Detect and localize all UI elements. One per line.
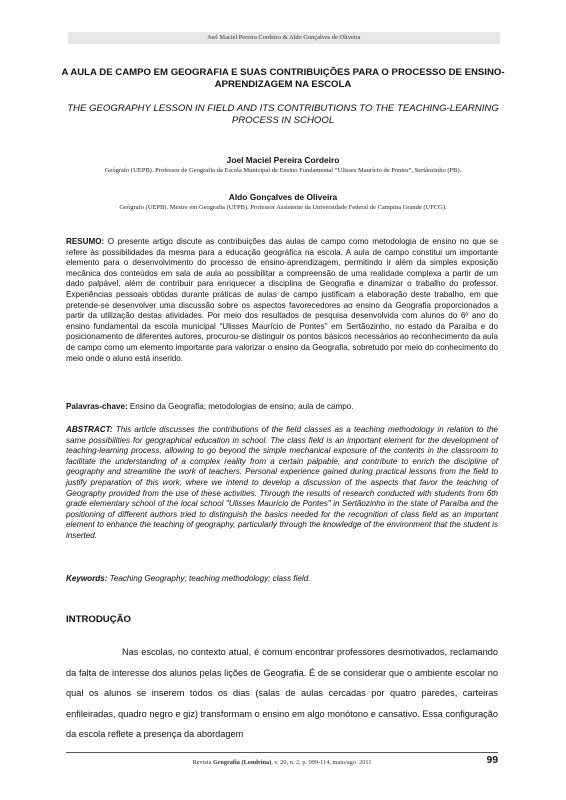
page-number: 99 xyxy=(486,755,498,766)
keywords-label: Keywords: xyxy=(66,574,108,583)
author-1-affiliation: Geógrafo (UEPB). Professor de Geografia da Escola Municipal de Ensino Fundamental “Ulisses Maurício de Pontes”, Sertãozinho (PB). xyxy=(104,167,462,174)
resumo-paragraph xyxy=(66,237,498,364)
abstract-text: This article discusses the contributions of the field classes as a teaching methodology in relation to the same possibilities for geographical education in school. The class field is an important element for the development of teaching-learning process, allowing to go beyond the simple mechanical exposure of the contents in the classroom to facilitate the understanding of a complex reality from a certain palpable, and contribute to enrich the discipline of geography and streamline the work of teachers. Personal experience gained during practical lessons from the field to justify preparation of this work, where we intend to develop a discussion of the aspects that favor the teaching of Geography provided from the use of these activities. Through the results of research conducted with students from 6th grade elementary school of the local school "Ulisses Maurício de Pontes" in Sertãozinho in the state of Paraíba and the positioning of different authors tried to distinguish the basics needed for the recognition of class field as an important element to enhance the teaching of geography, particularly through the knowledge of the environment that the student is inserted. xyxy=(66,425,498,540)
palavras-chave-text: Ensino da Geografia; metodologias de ensino; aula de campo. xyxy=(127,402,354,411)
running-head: Joel Maciel Pereira Cordeiro & Aldo Gonçalves de Oliveira xyxy=(68,32,500,44)
resumo-label: RESUMO: xyxy=(66,237,105,246)
author-2-affiliation: Geógrafo (UEPB). Mestre em Geografia (UFPB). Professor Assistente da Universidade Federal de Campina Grande (UFCG). xyxy=(119,204,447,211)
resumo-text: O presente artigo discute as contribuições das aulas de campo como metodologia de ensino no que se refere às possibilidades da mesma para a educação geográfica na escola. A aula de campo constitui um importante elemento para o desenvolvimento do processo de ensino-aprendizagem, permitindo ir além da simples exposição mecânica dos conteúdos em sala de aula ao possibilitar a compreensão de uma realidade complexa a partir de um dado palpável, além de contribuir para enriquecer a disciplina de Geografia e dinamizar o trabalho do professor. Experiências pessoais obtidas durante práticas de aulas de campo justificam a elaboração deste trabalho, em que pretende-se desenvolver uma discussão sobre os aspectos favorecedores ao ensino da Geografia proporcionados a partir da utilização destas atividades. Por meio dos resultados de pesquisa desenvolvida com alunos do 6º ano do ensino fundamental da escola municipal “Ulisses Maurício de Pontes” em Sertãozinho, no estado da Paraíba e do posicionamento de diferentes autores, procurou-se distinguir os pontos básicos necessários ao reconhecimento da aula de campo como um elemento importante para valorizar o ensino da Geografia, sobretudo por meio do conhecimento do meio onde o aluno está inserido. xyxy=(66,237,498,363)
section-heading-introducao: INTRODUÇÃO xyxy=(66,614,132,625)
palavras-chave-line xyxy=(66,402,498,413)
footer-citation xyxy=(66,758,498,767)
footer-divider xyxy=(66,752,498,753)
author-2-name: Aldo Gonçalves de Oliveira xyxy=(228,192,338,202)
palavras-chave-label: Palavras-chave: xyxy=(66,402,128,411)
article-title-english: THE GEOGRAPHY LESSON IN FIELD AND ITS CONTRIBUTIONS TO THE TEACHING-LEARNING PROCESS IN SCHOOL xyxy=(67,103,499,126)
keywords-line xyxy=(66,574,498,585)
footer-journal-name: Geografia (Londrina) xyxy=(213,759,272,766)
author-1-name: Joel Maciel Pereira Cordeiro xyxy=(226,155,340,165)
footer-journal-prefix: Revista xyxy=(192,759,213,766)
footer-citation-details: , v. 20, n. 2, p. 099-114, maio/ago. 2011 xyxy=(271,759,372,766)
keywords-text: Teaching Geography; teaching methodology; class field. xyxy=(107,574,311,583)
article-title-portuguese: A AULA DE CAMPO EM GEOGRAFIA E SUAS CONTRIBUIÇÕES PARA O PROCESSO DE ENSINO-APRENDIZAGEM NA ESCOLA xyxy=(61,67,505,90)
introduction-paragraph: Nas escolas, no contexto atual, é comum encontrar professores desmotivados, reclamando da falta de interesse dos alunos pelas lições de Geografia. É de se considerar que o ambiente escolar no qual os alunos se inserem todos os dias (salas de aulas cercadas por quatro paredes, carteiras enfileiradas, quadro negro e giz) transformam o ensino em algo monótono e cansativo. Essa configuração da escola reflete a presença da abordagem xyxy=(66,647,498,739)
abstract-paragraph xyxy=(66,425,498,542)
abstract-label: ABSTRACT: xyxy=(66,425,113,434)
